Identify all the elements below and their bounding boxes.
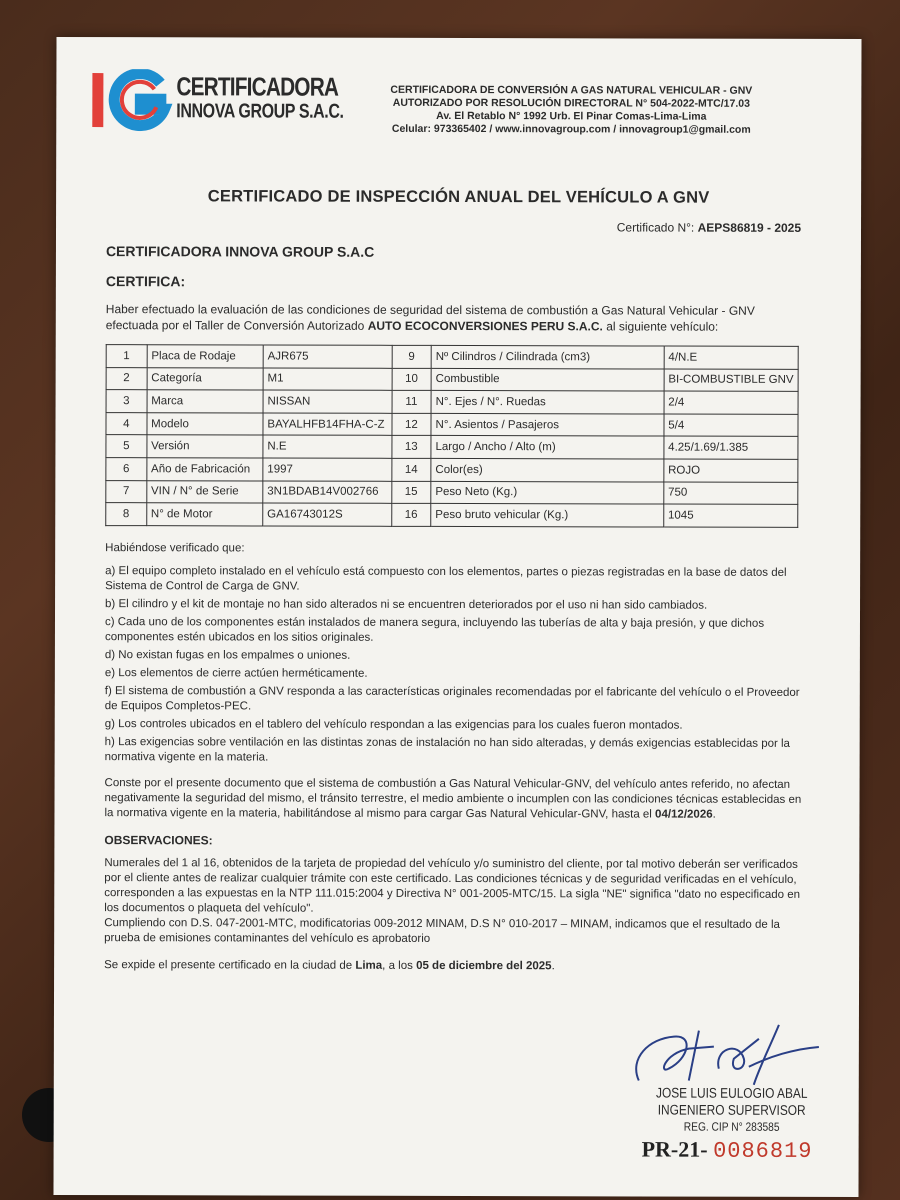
- field-label: Modelo: [147, 412, 263, 435]
- row-number: 3: [106, 390, 147, 413]
- field-label: Versión: [147, 435, 263, 458]
- row-number: 1: [106, 345, 147, 368]
- row-number: 8: [106, 503, 147, 526]
- intro-text1: Haber efectuado la evaluación de las condiciones de seguridad del sistema de combustión a Gas Natural Vehicular - GNV efectuada por el Taller de Conversión Autorizado: [105, 302, 755, 333]
- field-label: Peso bruto vehicular (Kg.): [431, 504, 664, 527]
- field-label: VIN / N° de Serie: [146, 480, 262, 503]
- certificate-number: [617, 220, 801, 234]
- field-label: Año de Fabricación: [147, 458, 263, 481]
- table-row: [106, 503, 798, 527]
- row-number: 4: [106, 412, 147, 435]
- row-number: 6: [106, 458, 147, 481]
- letterhead-line2: AUTORIZADO POR RESOLUCIÓN DIRECTORAL N° 504-2022-MTC/17.03: [392, 96, 750, 110]
- field-label: N° de Motor: [146, 503, 262, 526]
- document-title: CERTIFICADO DE INSPECCIÓN ANUAL DEL VEHÍCULO A GNV: [207, 187, 710, 207]
- list-item: f) El sistema de combustión a GNV responda a las características originales recomendadas por el fabricante del vehículo o el Proveedor de Equipos Completos-PEC.: [104, 685, 800, 713]
- field-label: Combustible: [431, 368, 664, 391]
- expide-paragraph: [104, 958, 809, 975]
- letterhead-line4: Celular: 973365402 / www.innovagroup.com / innovagroup1@gmail.com: [391, 122, 751, 136]
- field-label: Largo / Ancho / Alto (m): [431, 436, 664, 459]
- list-item: g) Los controles ubicados en el tablero del vehículo respondan a las exigencias para los cuales fueron montados.: [104, 718, 683, 732]
- expide-end: .: [551, 960, 555, 973]
- field-label: Peso Neto (Kg.): [431, 481, 664, 504]
- row-number: 12: [392, 413, 431, 436]
- row-number: 9: [392, 345, 431, 368]
- list-item: h) Las exigencias sobre ventilación en las distintas zonas de instalación no han sido alteradas, y demás exigencias establecidas por la normativa vigente en la materia.: [104, 736, 790, 764]
- certificate-body: [104, 541, 810, 975]
- certificate-number-label: Certificado N°:: [616, 220, 695, 235]
- signer-name: JOSE LUIS EULOGIO ABAL: [656, 1084, 808, 1101]
- row-number: 14: [392, 458, 431, 481]
- certificate-paper: [53, 37, 861, 1197]
- verification-list: [105, 564, 811, 767]
- table-row: [106, 480, 798, 504]
- field-value: M1: [263, 368, 392, 391]
- field-value: 4/N.E: [664, 346, 798, 369]
- expide-city: Lima: [355, 959, 383, 972]
- table-row: [106, 390, 798, 414]
- field-value: NISSAN: [263, 390, 392, 413]
- vehicle-data-table: [105, 344, 798, 528]
- conste-text: Conste por el presente documento que el sistema de combustión a Gas Natural Vehicular-GNV, del vehículo antes referido, no afectan negativamente la seguridad del mismo, el tránsito terrestre, el medio ambiente o incumplen con las condiciones técnicas establecidas en la normativa vigente en la materia, habilitándose al mismo para cargar Gas Natural Vehicular-GNV, hasta el: [104, 777, 802, 821]
- observaciones-p2: Cumpliendo con D.S. 047-2001-MTC, modificatorias 009-2012 MINAM, D.S N° 010-2017 – MINAM, indicamos que el resultado de la prueba de emisiones contaminantes del vehículo es aprobatorio: [104, 917, 780, 945]
- row-number: 10: [392, 368, 431, 391]
- table-row: [106, 367, 798, 391]
- field-value: 750: [664, 482, 798, 505]
- intro-text2: al siguiente vehículo:: [602, 319, 719, 334]
- company-logo: [90, 69, 344, 132]
- field-value: 1045: [663, 504, 797, 527]
- field-label: Placa de Rodaje: [147, 345, 263, 368]
- field-label: Nº Cilindros / Cilindrada (cm3): [431, 345, 664, 368]
- list-item: b) El cilindro y el kit de montaje no han sido alterados ni se encuentren deteriorados por el uso ni han sido cambiados.: [105, 598, 708, 612]
- field-value: 4.25/1.69/1.385: [664, 436, 798, 459]
- field-value: AJR675: [263, 345, 392, 368]
- field-value: 5/4: [664, 414, 798, 437]
- field-label: N°. Ejes / N°. Ruedas: [431, 391, 664, 414]
- observaciones-heading: OBSERVACIONES:: [104, 833, 213, 848]
- signer-block: [647, 1084, 817, 1135]
- field-label: Marca: [147, 390, 263, 413]
- field-label: Color(es): [431, 458, 664, 481]
- handwritten-signature: [619, 1018, 829, 1089]
- expide-text2: , a los: [382, 959, 417, 972]
- table-row: [106, 435, 798, 459]
- letterhead-line3: Av. El Retablo N° 1992 Urb. El Pinar Comas-Lima-Lima: [436, 109, 707, 123]
- intro-paragraph: [106, 301, 806, 335]
- certificate-number-value: AEPS86819 - 2025: [697, 220, 802, 235]
- field-value: ROJO: [664, 459, 798, 482]
- field-value: BI-COMBUSTIBLE GNV: [664, 369, 798, 392]
- row-number: 5: [106, 435, 147, 458]
- field-label: N°. Asientos / Pasajeros: [431, 413, 664, 436]
- logo-line2: INNOVA GROUP S.A.C.: [176, 100, 344, 123]
- list-item: d) No existan fugas en los empalmes o uniones.: [104, 649, 351, 662]
- intro-workshop: AUTO ECOCONVERSIONES PERU S.A.C.: [367, 318, 603, 334]
- signer-reg: REG. CIP N° 283585: [683, 1119, 780, 1134]
- table-row: [106, 458, 798, 482]
- ig-logo-icon: [90, 69, 174, 131]
- letterhead-info: [376, 84, 766, 137]
- row-number: 15: [391, 481, 430, 504]
- observaciones-p1: Numerales del 1 al 16, obtenidos de la tarjeta de propiedad del vehículo y/o suministro del cliente, por tal motivo deberán ser verificados por el cliente antes de realizar cualquier trámite con este certificado. Las condiciones técnicas y de seguridad verificadas en el vehículo, corresponden a las expuestas en la NTP 111.015:2004 y Directiva N° 001-2005-MTC/15. La sigla "NE" significa "dato no especificado en los documentos o plaqueta del vehículo".: [104, 857, 801, 915]
- row-number: 2: [106, 367, 147, 390]
- letterhead-line1: CERTIFICADORA DE CONVERSIÓN A GAS NATURAL VEHICULAR - GNV: [390, 83, 753, 97]
- field-value: GA16743012S: [263, 503, 392, 526]
- list-item: a) El equipo completo instalado en el vehículo está compuesto con los elementos, partes o piezas registradas en la base de datos del Sistema de Control de Carga de GNV.: [105, 565, 787, 593]
- row-number: 11: [392, 391, 431, 414]
- certifica-heading: CERTIFICA:: [105, 273, 186, 290]
- row-number: 7: [106, 480, 147, 503]
- company-name: CERTIFICADORA INNOVA GROUP S.A.C: [105, 243, 375, 260]
- signer-role: INGENIERO SUPERVISOR: [657, 1101, 806, 1118]
- folio-prefix: PR-21-: [641, 1136, 708, 1162]
- field-value: N.E: [263, 435, 392, 458]
- conste-end: .: [712, 808, 716, 821]
- folio-serial: 0086819: [713, 1138, 813, 1164]
- field-label: Categoría: [147, 367, 263, 390]
- expide-date: 05 de diciembre del 2025: [416, 959, 552, 973]
- list-item: c) Cada uno de los componentes están instalados de manera segura, incluyendo las tuberías de alta y baja presión, y que dichos componentes estén ubicados en los sitios originales.: [104, 616, 765, 644]
- folio-number: [642, 1136, 813, 1163]
- conste-paragraph: [104, 776, 809, 823]
- table-row: [106, 345, 798, 369]
- field-value: 3N1BDAB14V002766: [263, 481, 392, 504]
- logo-text: [176, 73, 385, 122]
- row-number: 16: [391, 503, 430, 526]
- field-value: BAYALHFB14FHA-C-Z: [263, 413, 392, 436]
- table-row: [106, 412, 798, 436]
- field-value: 2/4: [664, 391, 798, 414]
- conste-date: 04/12/2026: [655, 808, 713, 821]
- list-item: e) Los elementos de cierre actúen herméticamente.: [104, 667, 368, 680]
- logo-line1: CERTIFICADORA: [176, 71, 339, 102]
- expide-text1: Se expide el presente certificado en la ciudad de: [104, 959, 356, 972]
- verified-intro: Habiéndose verificado que:: [105, 542, 245, 555]
- row-number: 13: [392, 436, 431, 459]
- field-value: 1997: [263, 458, 392, 481]
